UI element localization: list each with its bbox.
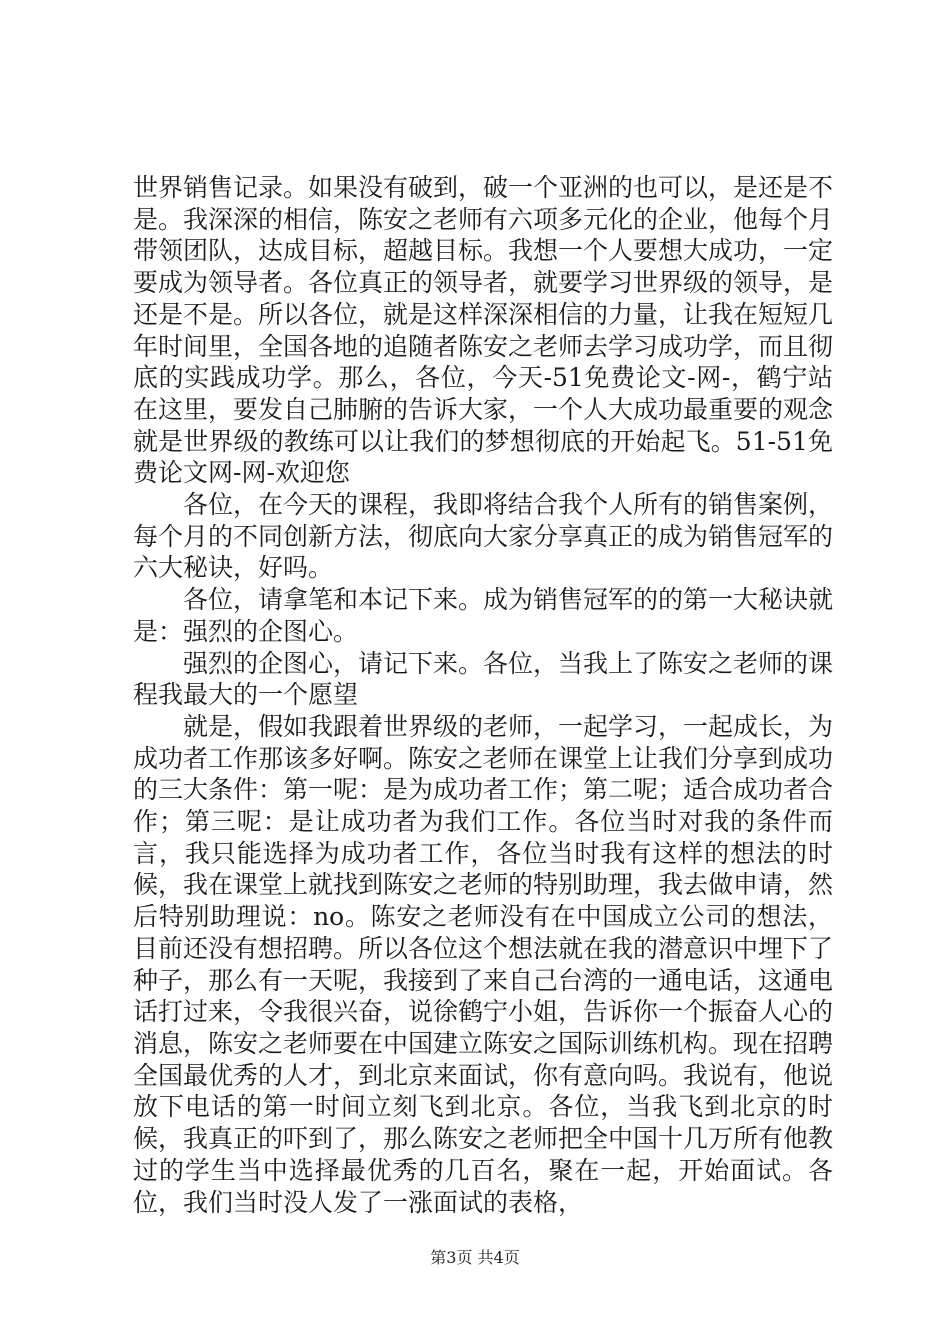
paragraph-1: 世界销售记录。如果没有破到，破一个亚洲的也可以，是还是不是。我深深的相信，陈安之老师有六项多元化的企业，他每个月带领团队，达成目标，超越目标。我想一个人要想大成功，一定要成为领导者。各位真正的领导者，就要学习世界级的领导，是还是不是。所以各位，就是这样深深相信的力量，让我在短短几年时间里，全国各地的追随者陈安之老师去学习成功学，而且彻底的实践成功学。那么，各位，今天-51免费论文-网-，鹤宁站在这里，要发自己肺腑的告诉大家，一个人大成功最重要的观念就是世界级的教练可以让我们的梦想彻底的开始起飞。51-51免费论文网-网-欢迎您 <box>133 173 834 488</box>
paragraph-5: 就是，假如我跟着世界级的老师，一起学习，一起成长，为成功者工作那该多好啊。陈安之老师在课堂上让我们分享到成功的三大条件：第一呢：是为成功者工作；第二呢；适合成功者合作；第三呢：是让成功者为我们工作。各位当时对我的条件而言，我只能选择为成功者工作，各位当时我有这样的想法的时候，我在课堂上就找到陈安之老师的特别助理，我去做申请，然后特别助理说：no。陈安之老师没有在中国成立公司的想法，目前还没有想招聘。所以各位这个想法就在我的潜意识中埋下了种子，那么有一天呢，我接到了来自己台湾的一通电话，这通电话打过来，令我很兴奋，说徐鹤宁小姐，告诉你一个振奋人心的消息，陈安之老师要在中国建立陈安之国际训练机构。现在招聘全国最优秀的人才，到北京来面试，你有意向吗。我说有，他说放下电话的第一时间立刻飞到北京。各位，当我飞到北京的时候，我真正的吓到了，那么陈安之老师把全中国十几万所有他教过的学生当中选择最优秀的几百名，聚在一起，开始面试。各位，我们当时没人发了一涨面试的表格， <box>133 711 834 1217</box>
paragraph-3: 各位，请拿笔和本记下来。成为销售冠军的的第一大秘诀就是：强烈的企图心。 <box>133 585 834 646</box>
page-number-footer: 第3页 共4页 <box>430 1248 520 1267</box>
paragraph-2: 各位，在今天的课程，我即将结合我个人所有的销售案例，每个月的不同创新方法，彻底向大家分享真正的成为销售冠军的六大秘诀，好吗。 <box>133 490 834 583</box>
paragraph-4: 强烈的企图心，请记下来。各位，当我上了陈安之老师的课程我最大的一个愿望 <box>133 648 834 710</box>
document-body <box>133 172 833 1218</box>
